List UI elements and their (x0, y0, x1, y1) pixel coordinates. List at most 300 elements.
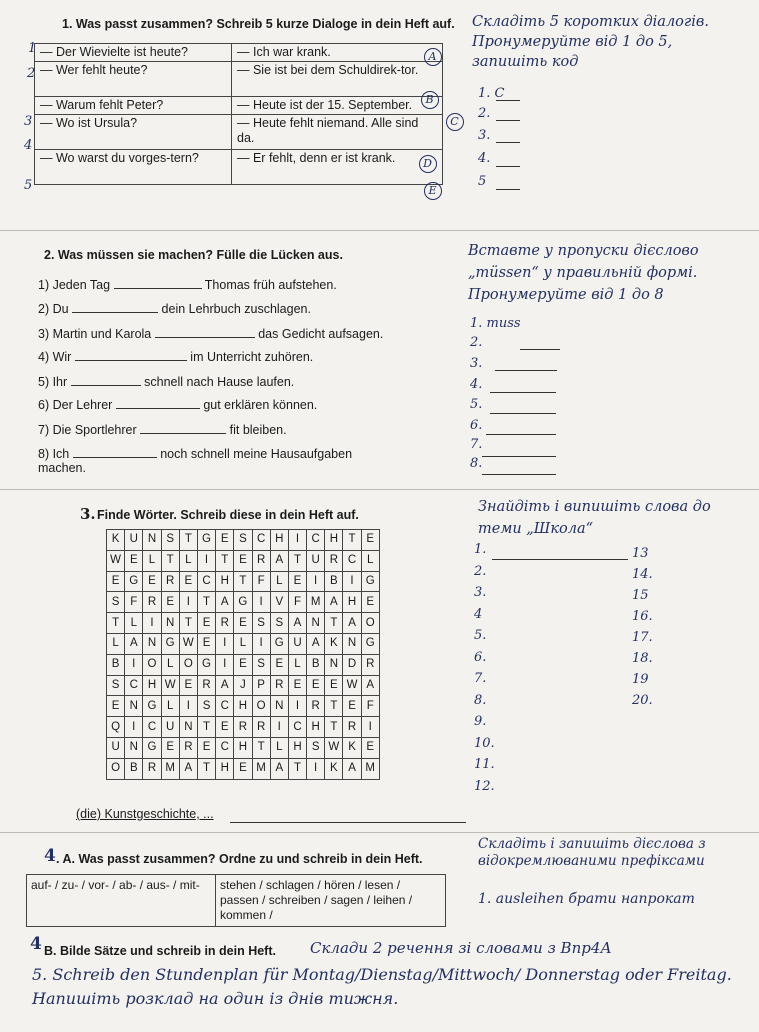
answer-line (486, 434, 556, 435)
grid-cell: E (107, 696, 125, 717)
grid-cell: R (197, 675, 215, 696)
grid-cell: A (216, 592, 234, 613)
grid-row (107, 550, 380, 571)
grid-cell: I (216, 633, 234, 654)
ex1-right-text: — Heute ist der 15. September. (237, 98, 413, 112)
ex1-right-cell (232, 44, 443, 62)
grid-cell: I (343, 571, 361, 592)
grid-row (107, 530, 380, 551)
grid-cell: B (325, 571, 343, 592)
grid-cell: R (252, 717, 270, 738)
grid-cell: A (216, 675, 234, 696)
grid-cell: M (161, 758, 179, 779)
grid-cell: A (288, 613, 306, 634)
grid-cell: H (325, 530, 343, 551)
circled-letter: A (424, 48, 442, 66)
grid-cell: R (179, 737, 197, 758)
grid-cell: T (252, 737, 270, 758)
circled-letter: C (446, 113, 464, 131)
grid-cell: R (307, 696, 325, 717)
grid-cell: M (307, 592, 325, 613)
grid-cell: G (234, 592, 252, 613)
ex4b-handwritten-note: Склади 2 речення зі словами з Впр4А (310, 939, 612, 957)
ex3-answer-number: 10. (474, 735, 495, 751)
grid-cell: N (143, 530, 161, 551)
grid-cell: B (107, 654, 125, 675)
table-row (35, 97, 443, 115)
grid-cell: H (307, 717, 325, 738)
grid-row (107, 675, 380, 696)
grid-cell: A (270, 550, 288, 571)
grid-cell: R (361, 654, 379, 675)
grid-cell: I (307, 571, 325, 592)
ex1-left-cell: — Wer fehlt heute? (35, 62, 232, 97)
verbs-cell: stehen / schlagen / hören / lesen / passen / schreiben / sagen / leihen / kommen / (216, 875, 446, 927)
grid-cell: A (343, 613, 361, 634)
list-item (38, 446, 352, 461)
grid-cell: H (343, 592, 361, 613)
ex1-answer: 2. (478, 106, 491, 121)
grid-cell: O (179, 654, 197, 675)
ex3-answer-number: 16. (632, 609, 653, 624)
grid-cell: I (252, 633, 270, 654)
grid-cell: E (161, 737, 179, 758)
grid-cell: L (288, 654, 306, 675)
grid-cell: A (270, 758, 288, 779)
ex1-right-cell (232, 150, 443, 197)
prefixes-cell: auf- / zu- / vor- / ab- / aus- / mit- (27, 875, 216, 927)
grid-cell: Q (107, 717, 125, 738)
grid-cell: A (325, 592, 343, 613)
item-start: 1) Jeden Tag (38, 278, 111, 292)
ex3-answer-number: 1. (474, 542, 487, 557)
grid-cell: E (216, 717, 234, 738)
grid-cell: A (361, 675, 379, 696)
row-number: 5 (24, 178, 33, 193)
list-item (38, 277, 337, 292)
ex1-left-cell: — Warum fehlt Peter? (35, 97, 232, 115)
grid-cell: L (161, 654, 179, 675)
ex4a-number: 4 (44, 846, 56, 866)
grid-cell: C (216, 737, 234, 758)
ex4a-handwritten-answer: 1. ausleihen брати напрокат (478, 891, 695, 907)
grid-cell: T (216, 550, 234, 571)
grid-cell: G (361, 633, 379, 654)
ex2-answer: 8. (470, 456, 483, 471)
blank-line (72, 301, 158, 313)
answer-line (496, 166, 520, 167)
grid-row (107, 717, 380, 738)
grid-cell: K (107, 530, 125, 551)
grid-cell: E (107, 571, 125, 592)
grid-cell: S (252, 654, 270, 675)
grid-cell: I (361, 717, 379, 738)
ex5-handwritten-task: 5. Schreib den Stundenplan für Montag/Dienstag/Mittwoch/ Donnerstag oder Freitag. Напишіть розклад на один із днів тижня. (32, 965, 732, 1008)
grid-cell: O (252, 696, 270, 717)
grid-cell: E (234, 613, 252, 634)
grid-cell: L (179, 550, 197, 571)
row-number: 3 (24, 114, 33, 129)
grid-cell: E (270, 654, 288, 675)
grid-row (107, 571, 380, 592)
grid-cell: E (307, 675, 325, 696)
grid-cell: U (161, 717, 179, 738)
grid-cell: B (125, 758, 143, 779)
grid-cell: R (252, 550, 270, 571)
answer-line (490, 413, 556, 414)
grid-cell: I (179, 696, 197, 717)
row-number: 1 (28, 41, 37, 56)
item-end: das Gedicht aufsagen. (258, 327, 384, 341)
grid-cell: S (252, 613, 270, 634)
list-item (38, 349, 313, 364)
grid-cell: R (325, 550, 343, 571)
grid-cell: N (179, 717, 197, 738)
grid-cell: T (197, 758, 215, 779)
item-start: 8) Ich (38, 447, 70, 461)
blank-line (75, 349, 187, 361)
item-end: Thomas früh aufstehen. (204, 278, 337, 292)
grid-cell: E (179, 571, 197, 592)
grid-cell: T (325, 613, 343, 634)
grid-cell: R (216, 613, 234, 634)
grid-cell: L (107, 633, 125, 654)
grid-cell: E (343, 696, 361, 717)
grid-cell: B (307, 654, 325, 675)
ex3-example: (die) Kunstgeschichte, ... (76, 807, 214, 821)
grid-cell: T (161, 550, 179, 571)
grid-cell: L (125, 613, 143, 634)
ex3-answer-number: 4 (474, 606, 483, 622)
grid-cell: J (234, 675, 252, 696)
grid-cell: I (307, 758, 325, 779)
ex3-answer-number: 3. (474, 585, 487, 600)
grid-row (107, 737, 380, 758)
blank-line (116, 397, 200, 409)
grid-cell: E (234, 654, 252, 675)
ex1-right-cell (232, 97, 459, 128)
circled-letter: E (424, 182, 442, 200)
grid-cell: U (288, 633, 306, 654)
list-item (38, 397, 317, 412)
grid-cell: E (288, 675, 306, 696)
ex3-answer-number: 18. (632, 651, 653, 666)
ex2-answer: 2. (470, 335, 483, 350)
ex3-answer-number: 17. (632, 630, 653, 645)
item-start: 4) Wir (38, 350, 72, 364)
grid-cell: G (125, 571, 143, 592)
grid-cell: I (143, 613, 161, 634)
answer-line (230, 822, 466, 823)
grid-cell: C (216, 696, 234, 717)
grid-cell: S (307, 737, 325, 758)
grid-cell: F (252, 571, 270, 592)
grid-cell: T (234, 571, 252, 592)
grid-cell: N (325, 654, 343, 675)
grid-cell: O (143, 654, 161, 675)
ex1-answer: 1. C (478, 86, 505, 101)
grid-cell: R (161, 571, 179, 592)
grid-cell: G (197, 654, 215, 675)
separator (0, 489, 759, 490)
grid-cell: R (270, 675, 288, 696)
grid-cell: E (197, 613, 215, 634)
ex3-answer-number: 5. (474, 628, 487, 643)
table-row (35, 44, 443, 62)
grid-cell: M (252, 758, 270, 779)
grid-row (107, 696, 380, 717)
ex3-answer-number: 7. (474, 671, 487, 686)
grid-cell: I (252, 592, 270, 613)
grid-cell: E (361, 530, 379, 551)
grid-cell: K (343, 737, 361, 758)
grid-cell: A (343, 758, 361, 779)
grid-cell: R (234, 717, 252, 738)
grid-cell: I (270, 717, 288, 738)
grid-cell: H (216, 758, 234, 779)
answer-line (492, 559, 628, 560)
grid-cell: H (143, 675, 161, 696)
grid-cell: N (161, 613, 179, 634)
item-end: dein Lehrbuch zuschlagen. (161, 302, 311, 316)
ex1-right-text: — Er fehlt, denn er ist krank. (237, 151, 396, 165)
grid-cell: N (343, 633, 361, 654)
ex3-heading: Finde Wörter. Schreib diese in dein Heft auf. (97, 508, 359, 522)
grid-cell: O (361, 613, 379, 634)
ex4b-number: 4 (30, 934, 42, 954)
ex2-handwritten-note: Вставте у пропуски дієслово „müssen“ у правильній формі. Пронумеруйте від 1 до 8 (468, 243, 699, 303)
grid-cell: E (197, 633, 215, 654)
grid-cell: V (270, 592, 288, 613)
grid-cell: I (179, 592, 197, 613)
grid-cell: S (107, 592, 125, 613)
ex4a-table (26, 874, 446, 927)
grid-cell: F (288, 592, 306, 613)
table-row (35, 115, 443, 150)
grid-cell: A (179, 758, 197, 779)
list-item (38, 374, 294, 389)
grid-cell: N (143, 633, 161, 654)
grid-cell: C (252, 530, 270, 551)
ex3-answer-number: 20. (632, 693, 653, 708)
grid-cell: S (107, 675, 125, 696)
table-row (35, 150, 443, 185)
grid-cell: N (125, 737, 143, 758)
grid-cell: C (343, 550, 361, 571)
circled-letter: B (421, 91, 439, 109)
word-search-grid (106, 529, 380, 780)
ex3-answer-number: 14. (632, 567, 653, 582)
answer-line (495, 370, 557, 371)
grid-cell: T (288, 550, 306, 571)
grid-cell: E (234, 550, 252, 571)
grid-cell: E (361, 592, 379, 613)
grid-cell: U (107, 737, 125, 758)
item-start: 2) Du (38, 302, 69, 316)
grid-cell: I (288, 696, 306, 717)
grid-cell: W (325, 737, 343, 758)
ex2-answer: 6. (470, 418, 483, 433)
ex3-answer-number: 9. (474, 714, 487, 729)
ex3-answer-number: 6. (474, 649, 487, 665)
grid-cell: T (179, 613, 197, 634)
grid-cell: I (125, 654, 143, 675)
grid-cell: E (325, 675, 343, 696)
grid-cell: C (307, 530, 325, 551)
ex3-handwritten-note: Знайдіть і випишіть слова до теми „Школа“ (478, 499, 711, 537)
blank-line (73, 446, 157, 458)
grid-cell: M (361, 758, 379, 779)
grid-cell: T (107, 613, 125, 634)
grid-cell: E (197, 737, 215, 758)
grid-cell: G (197, 530, 215, 551)
blank-line (155, 326, 255, 338)
grid-cell: W (107, 550, 125, 571)
grid-cell: C (288, 717, 306, 738)
ex1-answer: 3. (478, 128, 491, 143)
ex3-answer-number: 2. (474, 563, 487, 579)
grid-cell: E (143, 571, 161, 592)
grid-row (107, 613, 380, 634)
item-end: im Unterricht zuhören. (190, 350, 314, 364)
list-item-continuation: machen. (38, 461, 86, 475)
grid-row (107, 758, 380, 779)
grid-cell: G (361, 571, 379, 592)
grid-cell: I (216, 654, 234, 675)
grid-cell: G (270, 633, 288, 654)
grid-cell: T (288, 758, 306, 779)
answer-line (482, 474, 556, 475)
ex1-left-cell: — Wo ist Ursula? (35, 115, 232, 150)
grid-cell: H (216, 571, 234, 592)
answer-line (496, 100, 520, 101)
grid-cell: L (234, 633, 252, 654)
list-item (38, 301, 311, 316)
item-start: 7) Die Sportlehrer (38, 423, 137, 437)
grid-cell: H (234, 737, 252, 758)
ex2-heading: 2. Was müssen sie machen? Fülle die Lücken aus. (44, 248, 343, 262)
table-row (27, 875, 446, 927)
grid-cell: N (270, 696, 288, 717)
grid-cell: T (325, 696, 343, 717)
row-number: 4 (24, 138, 33, 153)
grid-cell: P (252, 675, 270, 696)
ex1-left-cell: — Wo warst du vorges-tern? (35, 150, 232, 185)
item-start: 3) Martin und Karola (38, 327, 152, 341)
grid-cell: T (179, 530, 197, 551)
ex1-right-text: — Heute fehlt niemand. Alle sind da. (237, 116, 419, 145)
grid-cell: W (161, 675, 179, 696)
grid-cell: W (343, 675, 361, 696)
grid-cell: F (125, 592, 143, 613)
item-start: 6) Der Lehrer (38, 398, 113, 412)
answer-line (496, 189, 520, 190)
grid-cell: G (143, 696, 161, 717)
ex2-answer: 4. (470, 377, 483, 392)
grid-cell: L (270, 737, 288, 758)
row-number: 2 (27, 66, 36, 81)
ex2-answer: 1. muss (470, 316, 521, 331)
separator (0, 230, 759, 231)
grid-cell: L (361, 550, 379, 571)
ex1-heading: 1. Was passt zusammen? Schreib 5 kurze Dialoge in dein Heft auf. (62, 17, 455, 31)
grid-row (107, 654, 380, 675)
ex1-right-text: — Sie ist bei dem Schuldirek-tor. (237, 63, 419, 77)
grid-cell: H (270, 530, 288, 551)
grid-cell: O (107, 758, 125, 779)
grid-cell: E (288, 571, 306, 592)
grid-cell: I (125, 717, 143, 738)
grid-cell: R (143, 758, 161, 779)
grid-cell: C (143, 717, 161, 738)
grid-cell: S (197, 696, 215, 717)
ex3-answer-number: 8. (474, 692, 487, 708)
grid-cell: H (234, 696, 252, 717)
blank-line (71, 374, 141, 386)
ex3-answer-number: 13 (632, 546, 649, 561)
grid-cell: I (197, 550, 215, 571)
answer-line (482, 456, 556, 457)
grid-cell: R (343, 717, 361, 738)
ex1-answer: 5 (478, 174, 487, 189)
answer-line (490, 392, 556, 393)
grid-cell: S (161, 530, 179, 551)
grid-cell: A (125, 633, 143, 654)
grid-cell: A (307, 633, 325, 654)
grid-cell: C (125, 675, 143, 696)
grid-cell: D (343, 654, 361, 675)
grid-cell: N (307, 613, 325, 634)
grid-cell: L (161, 696, 179, 717)
grid-cell: S (270, 613, 288, 634)
grid-cell: K (325, 633, 343, 654)
item-end: noch schnell meine Hausaufgaben (160, 447, 353, 461)
ex4b-heading: B. Bilde Sätze und schreib in dein Heft. (44, 944, 276, 958)
ex2-answer: 3. (470, 356, 483, 371)
ex3-number: 3. (80, 505, 96, 523)
grid-cell: E (361, 737, 379, 758)
grid-cell: E (234, 758, 252, 779)
grid-cell: E (125, 550, 143, 571)
grid-cell: L (143, 550, 161, 571)
ex3-answer-number: 11. (474, 757, 495, 772)
grid-cell: T (343, 530, 361, 551)
grid-row (107, 633, 380, 654)
answer-line (496, 120, 520, 121)
grid-cell: N (125, 696, 143, 717)
item-end: schnell nach Hause laufen. (144, 375, 295, 389)
grid-cell: S (234, 530, 252, 551)
grid-cell: G (161, 633, 179, 654)
ex3-answer-number: 19 (632, 672, 649, 687)
item-end: fit bleiben. (229, 423, 287, 437)
list-item (38, 326, 383, 341)
grid-cell: H (288, 737, 306, 758)
answer-line (520, 349, 560, 350)
separator (0, 832, 759, 833)
ex2-answer: 5. (470, 397, 483, 412)
grid-cell: I (288, 530, 306, 551)
ex2-answer: 7. (470, 437, 483, 452)
ex1-left-cell: — Der Wievielte ist heute? (35, 44, 232, 62)
blank-line (114, 277, 202, 289)
grid-cell: E (161, 592, 179, 613)
ex3-answer-number: 12. (474, 778, 495, 794)
grid-cell: W (179, 633, 197, 654)
grid-cell: T (197, 717, 215, 738)
grid-cell: F (361, 696, 379, 717)
grid-cell: E (216, 530, 234, 551)
